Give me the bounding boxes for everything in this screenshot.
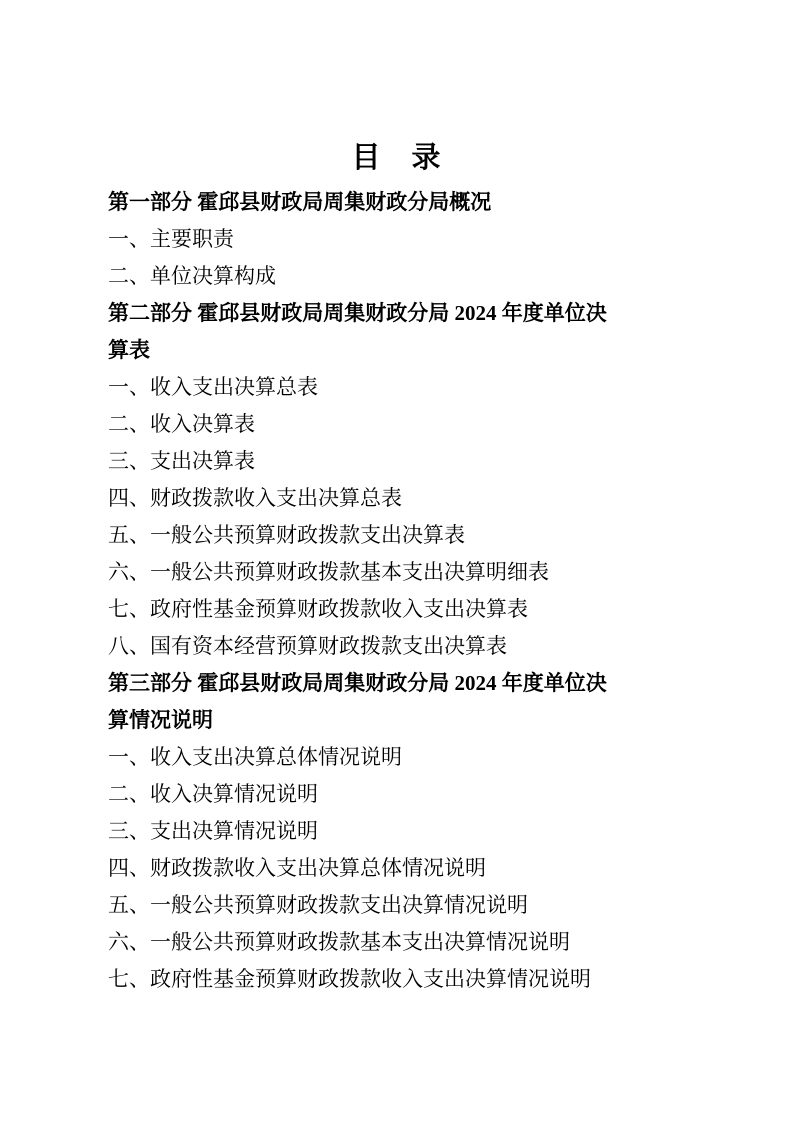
toc-line: 七、政府性基金预算财政拨款收入支出决算表 — [108, 597, 528, 621]
toc-line: 一、主要职责 — [108, 227, 234, 251]
toc-item — [108, 480, 693, 517]
toc-line: 五、一般公共预算财政拨款支出决算情况说明 — [108, 893, 528, 917]
toc-item — [108, 258, 693, 295]
toc-line: 五、一般公共预算财政拨款支出决算表 — [108, 523, 465, 547]
toc-item — [108, 517, 693, 554]
toc-item — [108, 776, 693, 813]
toc-entries — [0, 175, 793, 998]
toc-line: 三、支出决算表 — [108, 449, 255, 473]
toc-line: 三、支出决算情况说明 — [108, 819, 318, 843]
toc-item — [108, 443, 693, 480]
toc-line: 算表 — [108, 338, 150, 362]
toc-line: 二、收入决算情况说明 — [108, 782, 318, 806]
toc-item — [108, 924, 693, 961]
toc-part-heading — [108, 184, 693, 221]
toc-line: 四、财政拨款收入支出决算总体情况说明 — [108, 856, 486, 880]
toc-line: 六、一般公共预算财政拨款基本支出决算情况说明 — [108, 930, 570, 954]
toc-item — [108, 591, 693, 628]
toc-line: 第三部分 霍邱县财政局周集财政分局 2024 年度单位决 — [108, 671, 607, 695]
toc-line: 一、收入支出决算总体情况说明 — [108, 745, 402, 769]
toc-line: 第二部分 霍邱县财政局周集财政分局 2024 年度单位决 — [108, 301, 607, 325]
toc-item — [108, 739, 693, 776]
toc-line: 六、一般公共预算财政拨款基本支出决算明细表 — [108, 560, 549, 584]
toc-item — [108, 961, 693, 998]
toc-item — [108, 554, 693, 591]
page-title: 目 录 — [351, 142, 442, 174]
toc-part-heading — [108, 665, 693, 739]
toc-line: 八、国有资本经营预算财政拨款支出决算表 — [108, 634, 507, 658]
toc-line: 二、收入决算表 — [108, 412, 255, 436]
toc-item — [108, 850, 693, 887]
toc-item — [108, 406, 693, 443]
toc-item — [108, 221, 693, 258]
toc-item — [108, 813, 693, 850]
toc-line: 一、收入支出决算总表 — [108, 375, 318, 399]
toc-item — [108, 628, 693, 665]
toc-part-heading — [108, 295, 693, 369]
toc-line: 算情况说明 — [108, 708, 213, 732]
toc-line: 四、财政拨款收入支出决算总表 — [108, 486, 402, 510]
toc-line: 二、单位决算构成 — [108, 264, 276, 288]
toc-line: 第一部分 霍邱县财政局周集财政分局概况 — [108, 190, 492, 214]
toc-line: 七、政府性基金预算财政拨款收入支出决算情况说明 — [108, 967, 591, 991]
toc-item — [108, 369, 693, 406]
toc-item — [108, 887, 693, 924]
